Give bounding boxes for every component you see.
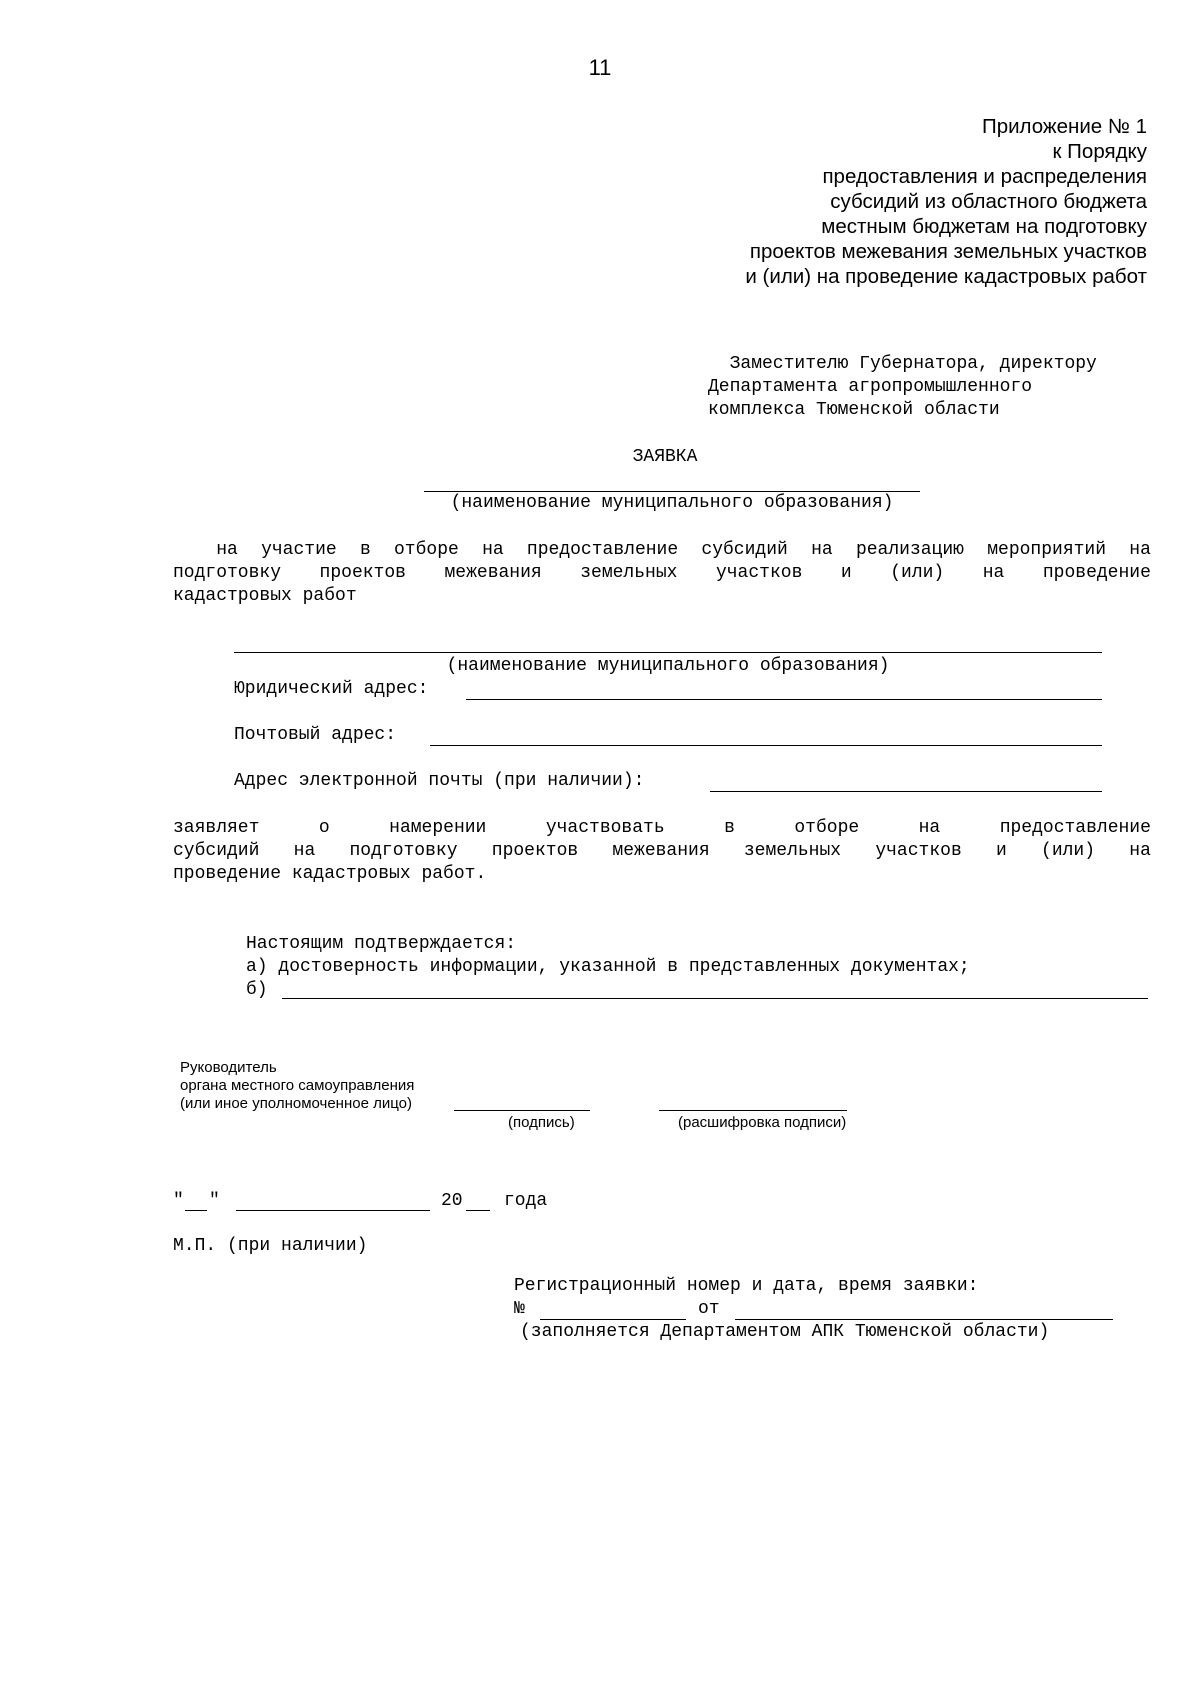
registration-date-field[interactable] <box>735 1319 1113 1320</box>
appendix-line: предоставления и распределения <box>822 165 1147 188</box>
registration-number-field[interactable] <box>540 1319 686 1320</box>
registration-from-label: от <box>698 1299 720 1319</box>
declaration-line: субсидий на подготовку проектов межевания земельных участков и (или) на <box>173 841 1151 861</box>
registration-title: Регистрационный номер и дата, время заявки: <box>514 1276 979 1296</box>
municipality-name-caption: (наименование муниципального образования) <box>450 493 894 513</box>
stamp-note: М.П. (при наличии) <box>173 1236 368 1256</box>
intro-paragraph <box>173 540 1151 609</box>
date-quote-close: " <box>209 1191 220 1211</box>
confirmation-heading: Настоящим подтверждается: <box>246 934 517 954</box>
date-month-field[interactable] <box>236 1210 430 1211</box>
signature-caption: (подпись) <box>508 1114 575 1131</box>
addressee-line: Заместителю Губернатора, директору <box>708 354 1097 374</box>
municipality-name-field-2[interactable] <box>234 652 1102 653</box>
confirmation-block <box>246 933 970 1002</box>
email-label: Адрес электронной почты (при наличии): <box>234 771 645 791</box>
signature-decoding-caption: (расшифровка подписи) <box>678 1114 847 1131</box>
confirmation-item-a: а) достоверность информации, указанной в представленных документах; <box>246 957 970 977</box>
municipality-name-caption-2: (наименование муниципального образования) <box>446 656 890 676</box>
appendix-line: Приложение № 1 <box>981 115 1147 138</box>
postal-address-label: Почтовый адрес: <box>234 725 397 745</box>
legal-address-label: Юридический адрес: <box>234 679 429 699</box>
postal-address-field[interactable] <box>430 745 1102 746</box>
appendix-line: и (или) на проведение кадастровых работ <box>745 265 1147 288</box>
confirmation-item-b-field[interactable] <box>282 998 1148 999</box>
page-number: 11 <box>588 55 612 80</box>
municipality-name-field[interactable] <box>424 491 920 492</box>
signatory-role <box>180 1059 414 1113</box>
appendix-header <box>627 114 1147 289</box>
document-title: ЗАЯВКА <box>632 447 698 467</box>
signature-field[interactable] <box>454 1110 590 1111</box>
appendix-line: местным бюджетам на подготовку <box>821 215 1147 238</box>
intro-line: на участие в отборе на предоставление субсидий на реализацию мероприятий на <box>173 540 1151 560</box>
date-year-prefix: 20 <box>441 1191 463 1211</box>
appendix-line: субсидий из областного бюджета <box>830 190 1147 213</box>
legal-address-field[interactable] <box>466 699 1102 700</box>
signature-decoding-field[interactable] <box>659 1110 847 1111</box>
intro-line: подготовку проектов межевания земельных участков и (или) на проведение <box>173 563 1151 583</box>
declaration-line: проведение кадастровых работ. <box>173 864 487 884</box>
signatory-role-line: Руководитель <box>180 1059 277 1076</box>
appendix-line: проектов межевания земельных участков <box>749 240 1147 263</box>
addressee-block <box>708 353 1097 422</box>
signatory-role-line: (или иное уполномоченное лицо) <box>180 1095 412 1112</box>
declaration-paragraph <box>173 818 1151 887</box>
registration-number-sign: № <box>514 1299 525 1319</box>
date-year-suffix: года <box>504 1191 548 1211</box>
email-field[interactable] <box>710 791 1102 792</box>
registration-caption: (заполняется Департаментом АПК Тюменской области) <box>520 1322 1050 1342</box>
date-day-field[interactable] <box>185 1210 207 1211</box>
addressee-line: Департамента агропромышленного <box>708 377 1033 397</box>
confirmation-item-b: б) <box>246 980 268 1000</box>
declaration-line: заявляет о намерении участвовать в отборе на предоставление <box>173 818 1151 838</box>
appendix-line: к Порядку <box>1052 140 1147 163</box>
intro-line: кадастровых работ <box>173 586 357 606</box>
date-year-field[interactable] <box>466 1210 490 1211</box>
signatory-role-line: органа местного самоуправления <box>180 1077 415 1094</box>
date-quote-open: " <box>173 1191 184 1211</box>
addressee-line: комплекса Тюменской области <box>708 400 1000 420</box>
